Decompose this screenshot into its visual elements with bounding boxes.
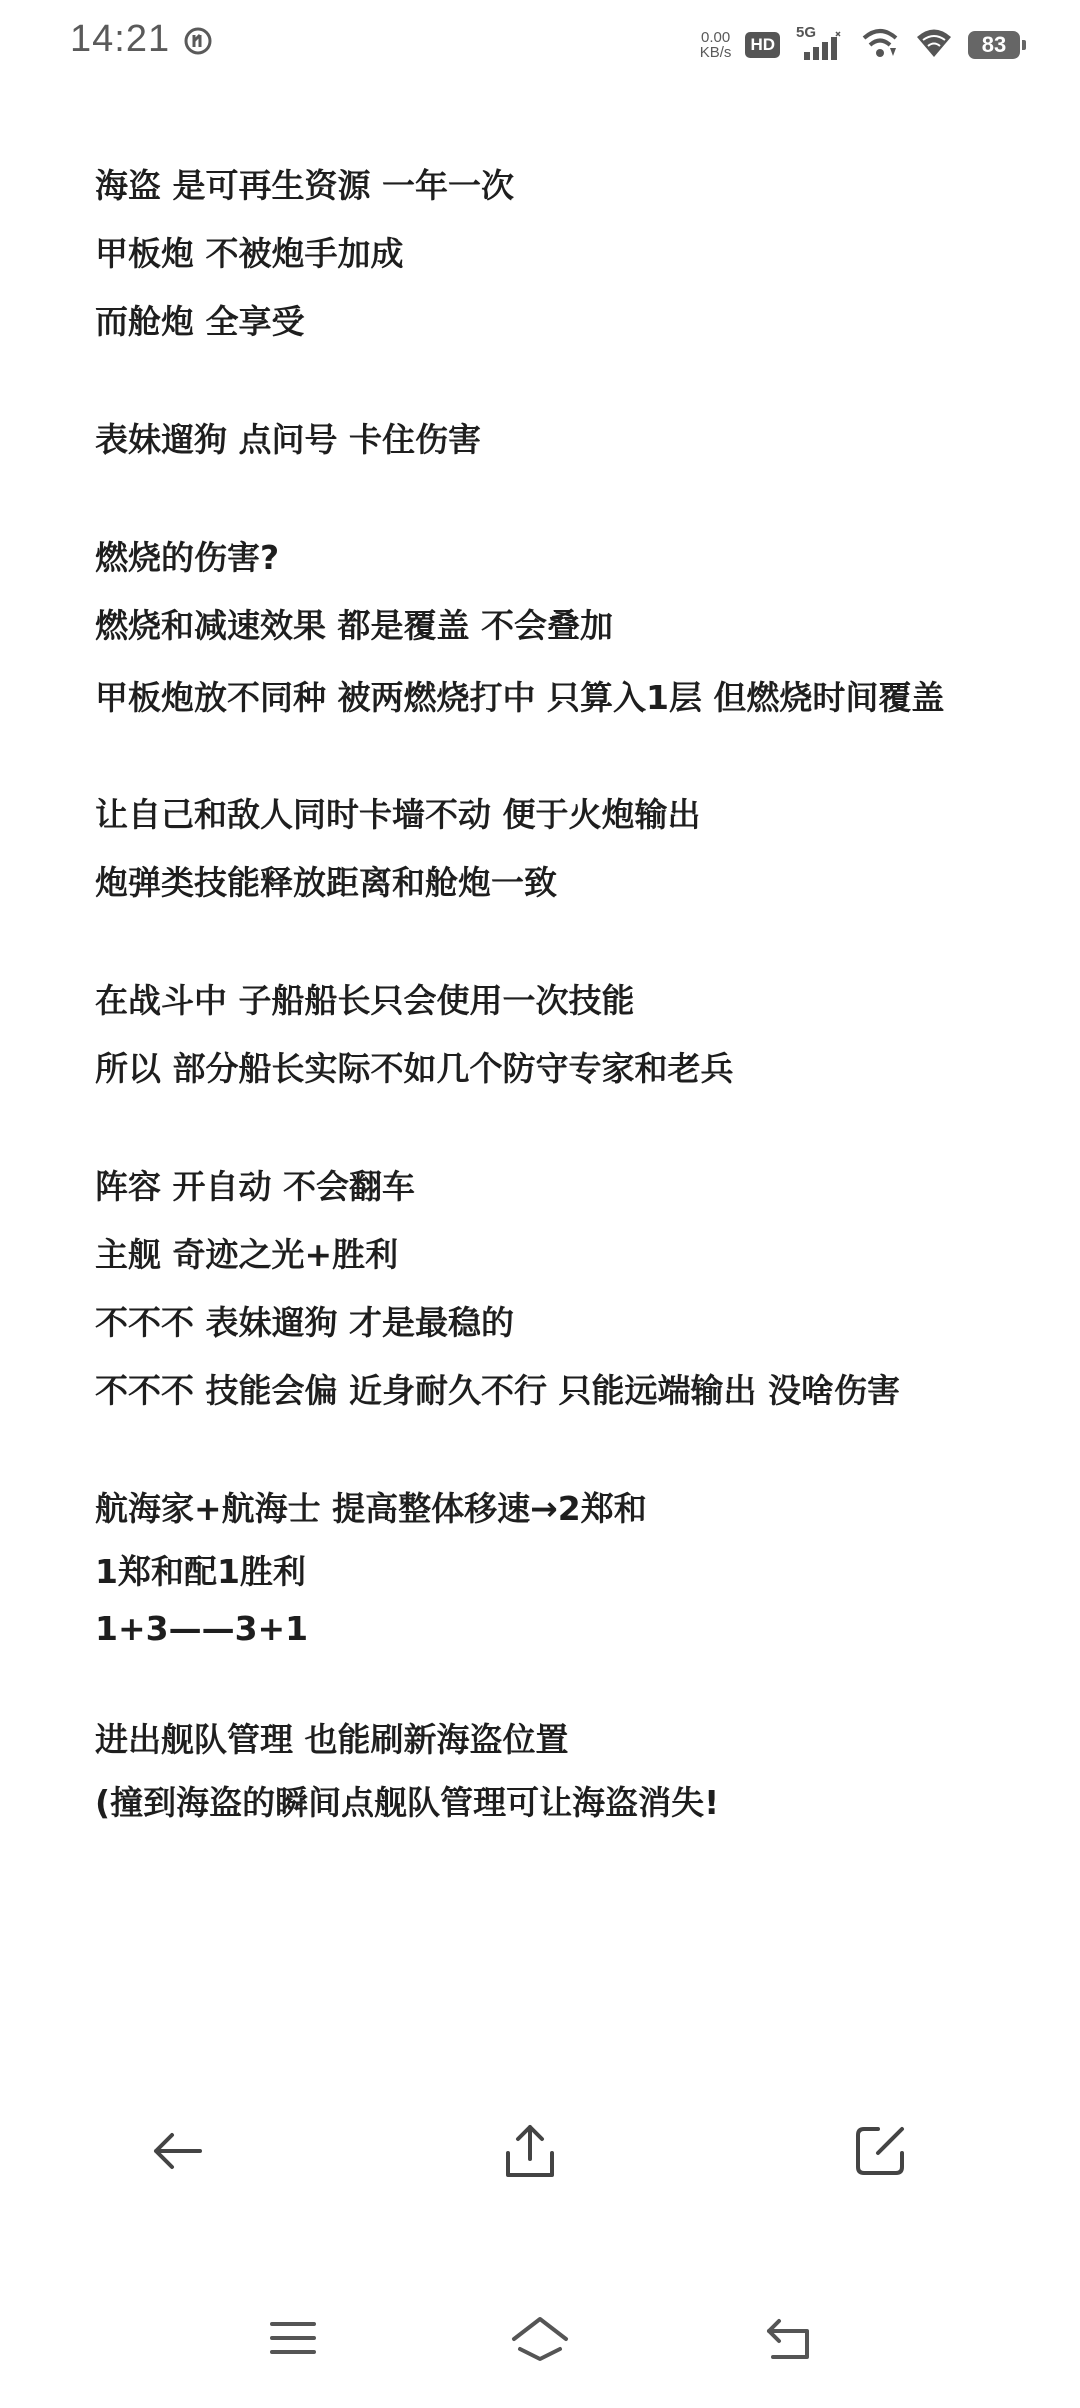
back-arrow-button[interactable] bbox=[133, 2108, 223, 2198]
notification-app-icon bbox=[183, 26, 213, 56]
home-icon bbox=[510, 2313, 570, 2367]
note-content bbox=[95, 160, 995, 1824]
action-toolbar bbox=[0, 2108, 1080, 2198]
edit-button[interactable] bbox=[835, 2108, 925, 2198]
back-arrow-icon bbox=[146, 2119, 210, 2187]
back-button[interactable] bbox=[748, 2300, 828, 2380]
system-nav-bar bbox=[0, 2300, 1080, 2380]
status-time: 14:21 bbox=[70, 18, 171, 60]
status-icons bbox=[700, 20, 1020, 70]
note-line: 燃烧和减速效果 都是覆盖 不会叠加 bbox=[95, 606, 613, 645]
note-line: 不不不 技能会偏 近身耐久不行 只能远端输出 没啥伤害 bbox=[95, 1371, 900, 1410]
wifi-alt-icon bbox=[860, 26, 900, 64]
note-line: 不不不 表妹遛狗 才是最稳的 bbox=[95, 1303, 514, 1342]
battery-icon: 83 bbox=[968, 31, 1020, 59]
hd-icon: HD bbox=[745, 32, 780, 58]
network-type: 5G bbox=[796, 24, 817, 41]
share-icon bbox=[498, 2119, 562, 2187]
note-line: 让自己和敌人同时卡墙不动 便于火炮输出 bbox=[95, 795, 701, 834]
status-bar bbox=[0, 0, 1080, 90]
note-line: 1郑和配1胜利 bbox=[95, 1552, 306, 1591]
net-speed-unit: KB/s bbox=[699, 44, 732, 61]
note-line: 燃烧的伤害? bbox=[95, 538, 280, 577]
note-line: 在战斗中 子船船长只会使用一次技能 bbox=[95, 981, 635, 1020]
note-line: 表妹遛狗 点问号 卡住伤害 bbox=[95, 420, 481, 459]
note-line: 1+3——3+1 bbox=[95, 1609, 309, 1648]
menu-button[interactable] bbox=[253, 2300, 333, 2380]
note-line: 阵容 开自动 不会翻车 bbox=[95, 1167, 415, 1206]
note-line: 而舱炮 全享受 bbox=[95, 302, 305, 341]
note-line: 海盗 是可再生资源 一年一次 bbox=[95, 166, 514, 205]
note-line: 甲板炮放不同种 被两燃烧打中 只算入1层 但燃烧时间覆盖 bbox=[95, 678, 945, 717]
home-button[interactable] bbox=[500, 2300, 580, 2380]
back-icon bbox=[763, 2313, 813, 2367]
note-line: 甲板炮 不被炮手加成 bbox=[95, 234, 404, 273]
share-button[interactable] bbox=[485, 2108, 575, 2198]
net-speed-value: 0.00 bbox=[700, 29, 731, 46]
edit-icon bbox=[848, 2119, 912, 2187]
note-line: (撞到海盗的瞬间点舰队管理可让海盗消失! bbox=[95, 1783, 720, 1822]
note-line: 航海家+航海士 提高整体移速→2郑和 bbox=[95, 1489, 647, 1528]
note-line: 所以 部分船长实际不如几个防守专家和老兵 bbox=[95, 1049, 734, 1088]
note-line: 进出舰队管理 也能刷新海盗位置 bbox=[95, 1720, 569, 1759]
menu-icon bbox=[268, 2313, 318, 2367]
wifi-icon bbox=[914, 26, 954, 64]
net-speed bbox=[700, 30, 732, 60]
note-line: 主舰 奇迹之光+胜利 bbox=[95, 1235, 399, 1274]
note-line: 炮弹类技能释放距离和舱炮一致 bbox=[95, 863, 557, 902]
signal-icon bbox=[794, 24, 846, 62]
